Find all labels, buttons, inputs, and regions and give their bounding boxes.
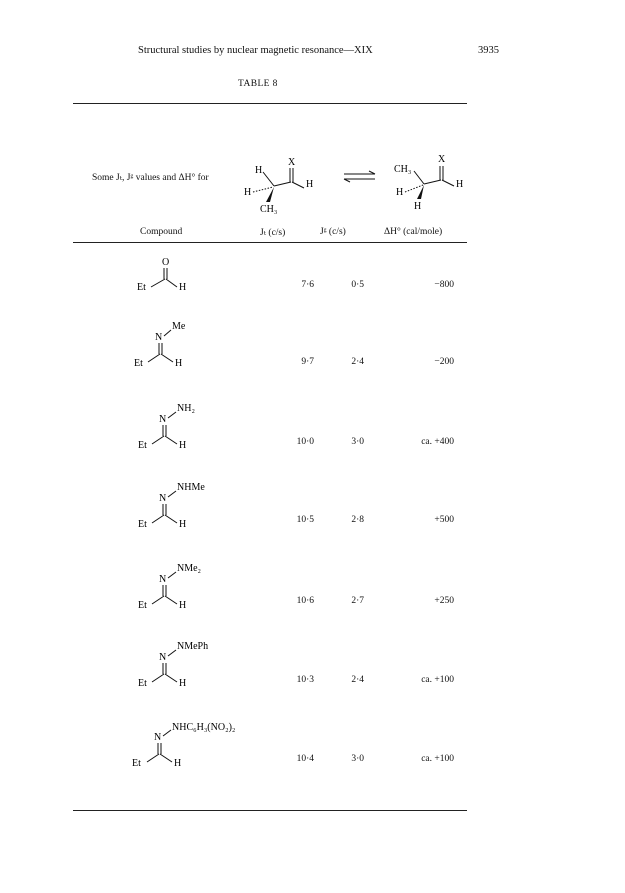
- structure-2-n-label: N: [155, 332, 163, 343]
- row-4-dh: +500: [434, 515, 454, 525]
- row-5-jg: 2·7: [351, 596, 364, 606]
- equilibrium-arrow: [342, 170, 378, 184]
- running-title: Structural studies by nuclear magnetic resonance—XIX: [138, 45, 373, 56]
- compound-structure-6: [120, 638, 240, 690]
- structure-6-bond-left: [152, 674, 164, 682]
- row-4-jt: 10·5: [296, 515, 314, 525]
- rotamer-left-x-label: X: [288, 157, 296, 168]
- compound-structure-1: [120, 255, 210, 295]
- structure-4-et-label: Et: [138, 519, 147, 530]
- structure-2-n-sub-bond: [164, 330, 171, 336]
- row-2-jg: 2·4: [351, 357, 364, 367]
- structure-4-bond-left: [152, 515, 164, 523]
- structure-5-substituent-label: NMe₂: [177, 563, 202, 574]
- row-7-jg: 3·0: [351, 754, 364, 764]
- rotamer-left-hashed-bond: [253, 187, 273, 192]
- structure-6-substituent-label: NMePh: [177, 641, 209, 652]
- table-label: TABLE 8: [238, 79, 278, 89]
- structure-1-o-label: O: [162, 257, 170, 268]
- rotamer-left-bond-upper: [263, 172, 274, 186]
- column-header-dh: ΔH° (cal/mole): [384, 227, 443, 237]
- structure-6-et-label: Et: [138, 678, 147, 689]
- row-7-dh: ca. +100: [421, 754, 454, 764]
- structure-1-bond-left: [151, 279, 165, 287]
- structure-1-et-label: Et: [137, 282, 146, 293]
- structure-4-n-sub-bond: [168, 491, 176, 497]
- structure-3-et-label: Et: [138, 440, 147, 451]
- rotamer-right-h-bottom: H: [414, 201, 422, 212]
- rotamer-right-bond-upper: [414, 171, 424, 184]
- structure-1-bond-right: [166, 279, 177, 287]
- structure-5-n-label: N: [159, 574, 167, 585]
- structure-5-et-label: Et: [138, 600, 147, 611]
- structure-6-bond-right: [165, 674, 177, 682]
- rotamer-right-ch3: CH₃: [394, 164, 412, 175]
- column-header-compound: Compound: [140, 227, 183, 237]
- rotamer-left-structure: [236, 150, 336, 220]
- compound-structure-2: [120, 318, 220, 370]
- column-header-jt: Jₜ (c/s): [260, 228, 286, 238]
- structure-7-bond-left: [147, 754, 159, 762]
- structure-3-bond-right: [165, 436, 177, 444]
- rotamer-left-bond-mid: [274, 182, 291, 186]
- structure-6-h-label: H: [179, 678, 187, 689]
- structure-5-h-label: H: [179, 600, 187, 611]
- structure-4-bond-right: [165, 515, 177, 523]
- row-4-jg: 2·8: [351, 515, 364, 525]
- compound-structure-4: [120, 479, 240, 531]
- structure-7-n-label: N: [154, 732, 162, 743]
- structure-6-n-sub-bond: [168, 650, 176, 656]
- structure-7-substituent-label: NHC₆H₃(NO₂)₂: [172, 722, 236, 733]
- rotamer-right-h-right: H: [456, 179, 464, 190]
- row-3-dh: ca. +400: [421, 437, 454, 447]
- compound-structure-7: [120, 717, 270, 769]
- rotamer-right-x-label: X: [438, 154, 446, 165]
- structure-2-et-label: Et: [134, 358, 143, 369]
- row-6-jg: 2·4: [351, 675, 364, 685]
- rotamer-right-bond-right: [442, 180, 454, 186]
- rotamer-right-structure: [380, 150, 480, 220]
- row-5-dh: +250: [434, 596, 454, 606]
- structure-7-et-label: Et: [132, 758, 141, 769]
- structure-3-substituent-label: NH₂: [177, 403, 195, 414]
- structure-7-bond-right: [160, 754, 172, 762]
- row-2-jt: 9·7: [301, 357, 314, 367]
- compound-structure-5: [120, 560, 240, 612]
- structure-7-h-label: H: [174, 758, 182, 769]
- row-5-jt: 10·6: [296, 596, 314, 606]
- compound-structure-3: [120, 400, 230, 452]
- table-bottom-rule: [73, 810, 467, 811]
- structure-3-n-sub-bond: [168, 412, 176, 418]
- row-7-jt: 10·4: [296, 754, 314, 764]
- row-1-jg: 0·5: [351, 280, 364, 290]
- rotamer-right-h-lower-left: H: [396, 187, 404, 198]
- row-3-jt: 10·0: [296, 437, 314, 447]
- row-6-dh: ca. +100: [421, 675, 454, 685]
- structure-3-bond-left: [152, 436, 164, 444]
- rotamer-left-h-right: H: [306, 179, 314, 190]
- table-top-rule: [73, 103, 467, 104]
- structure-4-n-label: N: [159, 493, 167, 504]
- structure-2-bond-left: [148, 354, 160, 362]
- rotamer-right-bond-mid: [424, 180, 441, 184]
- structure-7-n-sub-bond: [163, 730, 171, 736]
- row-3-jg: 3·0: [351, 437, 364, 447]
- rotamer-left-bond-right: [292, 182, 304, 188]
- rotamer-left-wedge-bond: [266, 187, 274, 202]
- structure-2-bond-right: [161, 354, 173, 362]
- row-6-jt: 10·3: [296, 675, 314, 685]
- structure-5-bond-left: [152, 596, 164, 604]
- structure-5-bond-right: [165, 596, 177, 604]
- structure-5-n-sub-bond: [168, 572, 176, 578]
- rotamer-right-wedge-bond: [417, 185, 424, 199]
- table-caption: Some Jₜ, Jᵍ values and ΔH° for: [92, 173, 209, 183]
- row-1-dh: −800: [434, 280, 454, 290]
- table-header-rule: [73, 242, 467, 243]
- structure-4-substituent-label: NHMe: [177, 482, 205, 493]
- structure-1-h-label: H: [179, 282, 187, 293]
- row-1-jt: 7·6: [301, 280, 314, 290]
- structure-2-substituent-label: Me: [172, 321, 186, 332]
- structure-3-n-label: N: [159, 414, 167, 425]
- rotamer-left-ch3: CH₃: [260, 204, 278, 215]
- page-number: 3935: [478, 45, 499, 56]
- rotamer-left-h-lower-left: H: [244, 187, 252, 198]
- structure-3-h-label: H: [179, 440, 187, 451]
- column-header-jg: Jᵍ (c/s): [320, 227, 346, 237]
- rotamer-right-hashed-bond: [405, 185, 423, 192]
- structure-2-h-label: H: [175, 358, 183, 369]
- rotamer-left-h-upper-left: H: [255, 165, 263, 176]
- row-2-dh: −200: [434, 357, 454, 367]
- structure-4-h-label: H: [179, 519, 187, 530]
- structure-6-n-label: N: [159, 652, 167, 663]
